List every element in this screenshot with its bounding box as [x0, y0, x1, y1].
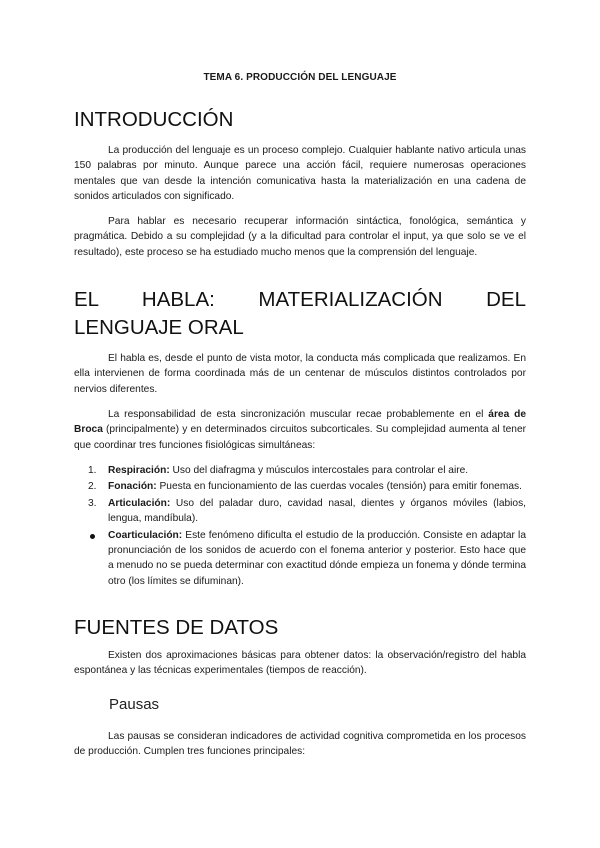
functions-list: [74, 463, 526, 590]
list-item: 1. Respiración: Uso del diafragma y músculos intercostales para controlar el aire.: [88, 465, 469, 476]
bullet-icon: [90, 534, 95, 539]
intro-paragraph-2: Para hablar es necesario recuperar información sintáctica, fonológica, semántica y pragmática. Debido a su complejidad (y a la dificultad para controlar el input, ya que solo se ve el resultado), este proceso se ha estudiado mucho menos que la comprensión del lenguaje.: [74, 216, 526, 258]
habla-paragraph-1: El habla es, desde el punto de vista motor, la conducta más complicada que realizamos. En ella intervienen de forma coordinada más de un centenar de músculos distintos controlados por nervios diferentes.: [74, 353, 526, 395]
heading-el-habla-line1: EL HABLA: MATERIALIZACIÓN DEL: [74, 288, 526, 311]
heading-el-habla-line2: LENGUAJE ORAL: [74, 316, 244, 339]
heading-el-habla: [74, 286, 526, 342]
pausas-paragraph-1: Las pausas se consideran indicadores de actividad cognitiva comprometida en los procesos de producción. Cumplen tres funciones principales:: [74, 731, 526, 758]
broca-term: área de Broca: [74, 409, 526, 436]
list-item: 3. Articulación: Uso del paladar duro, cavidad nasal, dientes y órganos móviles (labios, lengua, mandíbula).: [88, 497, 526, 525]
fuentes-paragraph-1: Existen dos aproximaciones básicas para obtener datos: la observación/registro del habla espontánea y las técnicas experimentales (tiempos de reacción).: [74, 650, 526, 677]
heading-introduccion: INTRODUCCIÓN: [74, 108, 234, 131]
intro-paragraph-1: La producción del lenguaje es un proceso complejo. Cualquier hablante nativo articula unas 150 palabras por minuto. Aunque parece una acción fácil, requiere numerosas operaciones mentales que van desde la intención comunicativa hasta la materialización en una cadena de sonidos articulados con significado.: [74, 145, 526, 203]
document-title: TEMA 6. PRODUCCIÓN DEL LENGUAJE: [203, 72, 397, 83]
habla-paragraph-2: La responsabilidad de esta sincronización muscular recae probablemente en el área de Broca (principalmente) y en determinados circuitos subcorticales. Su complejidad aumenta al tener que coordinar tres funciones fisiológicas simultáneas:: [74, 409, 526, 451]
list-item: 2. Fonación: Puesta en funcionamiento de las cuerdas vocales (tensión) para emitir fonemas.: [88, 481, 522, 493]
bullet-list-item: Coarticulación: Este fenómeno dificulta el estudio de la producción. Consiste en adaptar la pronunciación de los sonidos de acuerdo con el fonema anterior y posterior. Esto hace que a menudo no se pueda determinar con exactitud dónde empieza un fonema y dónde termina otro (los límites se difuminan).: [74, 528, 526, 590]
heading-fuentes-de-datos: FUENTES DE DATOS: [74, 616, 279, 639]
heading-pausas: Pausas: [109, 696, 160, 713]
